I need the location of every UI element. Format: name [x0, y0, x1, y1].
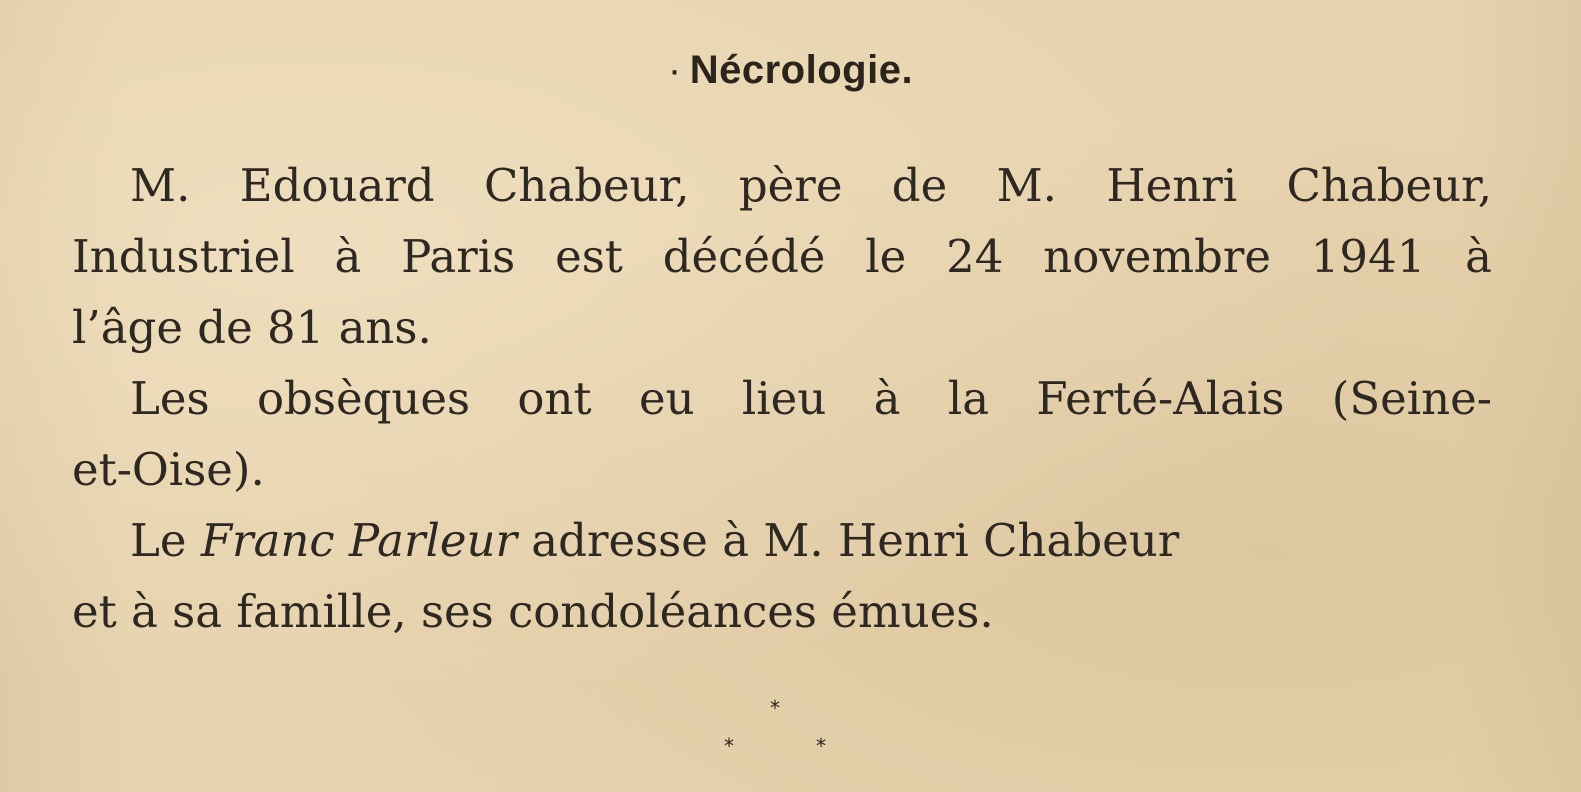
- separator-star-icon: *: [770, 696, 780, 720]
- paragraph-3-line-1: [72, 505, 1492, 576]
- paragraph-1-line-1: M. Edouard Chabeur, père de M. Henri Chabeur,: [130, 159, 1492, 212]
- heading-title: Nécrologie.: [689, 48, 914, 92]
- obituary-text: [72, 150, 1492, 647]
- section-heading: [0, 48, 1581, 93]
- paragraph-2-line-1: Les obsèques ont eu lieu à la Ferté-Alais (Seine-: [130, 372, 1492, 425]
- paragraph-3-suffix: adresse à M. Henri Chabeur: [517, 514, 1180, 567]
- newspaper-name: Franc Parleur: [200, 514, 517, 567]
- heading-bullet: ·: [667, 48, 682, 92]
- paragraph-3-prefix: Le: [130, 514, 201, 567]
- paragraph-2-line-2: et-Oise).: [72, 443, 265, 496]
- separator-star-icon: *: [816, 734, 826, 758]
- section-separator: [700, 698, 860, 768]
- paragraph-1-line-3: l’âge de 81 ans.: [72, 301, 432, 354]
- separator-star-icon: *: [724, 734, 734, 758]
- paragraph-3-line-2: et à sa famille, ses condoléances émues.: [72, 585, 994, 638]
- paragraph-1-line-2: Industriel à Paris est décédé le 24 novembre 1941 à: [72, 230, 1492, 283]
